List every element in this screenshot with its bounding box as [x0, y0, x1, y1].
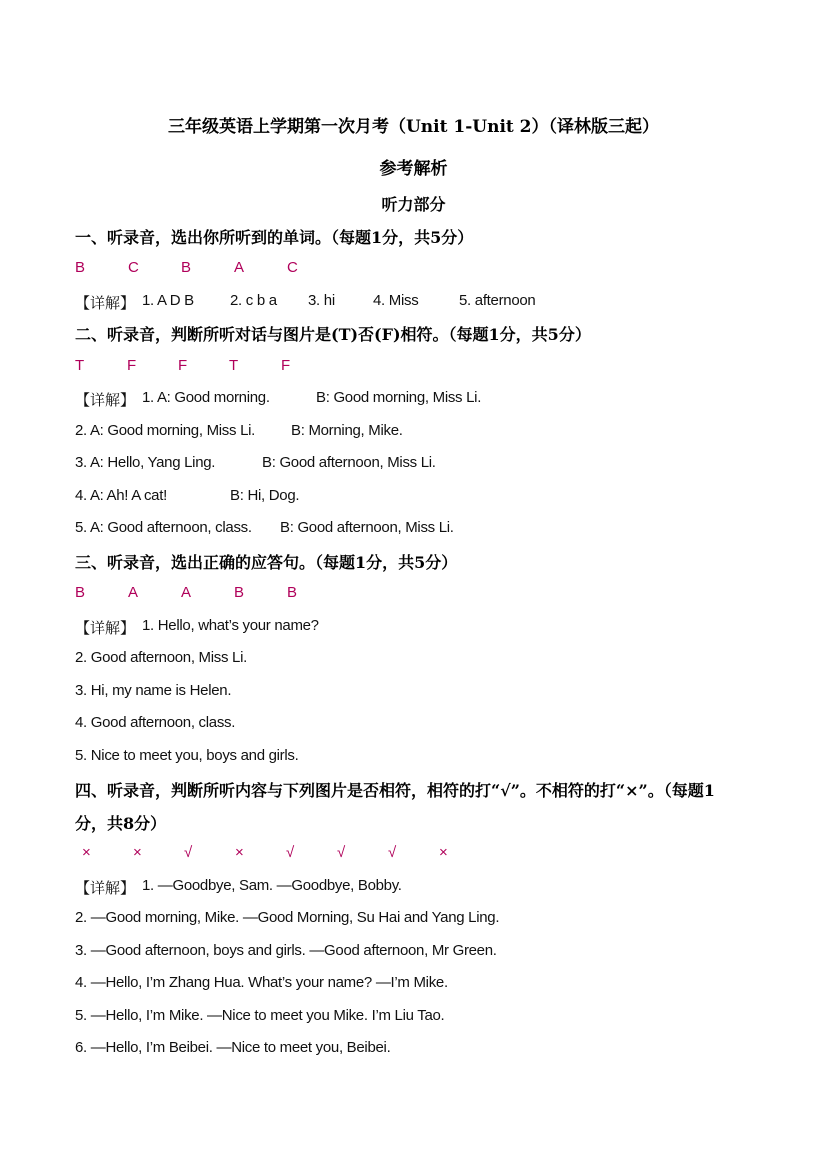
answer-item: F [178, 357, 188, 374]
section-3-line-4: 4. Good afternoon, class. [75, 714, 236, 731]
section-4-line-6: 6. —Hello, I’m Beibei. —Nice to meet you, Beibei. [75, 1039, 391, 1056]
detail-text: 1. Hello, what’s your name? [142, 617, 319, 634]
detail-text: 1. —Goodbye, Sam. —Goodbye, Bobby. [142, 877, 402, 894]
detail-text: B: Good morning, Miss Li. [316, 389, 482, 406]
detail-text: 1. A D B [142, 292, 194, 309]
section-3-line-2: 2. Good afternoon, Miss Li. [75, 649, 247, 666]
answer-item: F [127, 357, 137, 374]
detail-tag: 【详解】 [75, 391, 136, 409]
answer-item: × [235, 844, 244, 861]
section-3-heading: 三、听录音，选出正确的应答句。（每题1分，共5分） [75, 553, 458, 572]
answer-item: F [281, 357, 291, 374]
answer-item: A [234, 259, 245, 276]
detail-tag: 【详解】 [75, 619, 136, 637]
document-title: 三年级英语上学期第一次月考（Unit 1-Unit 2）（译林版三起） [167, 117, 660, 137]
answer-item: B [75, 259, 86, 276]
detail-text: 3. A: Hello, Yang Ling. [75, 454, 216, 471]
answer-item: × [82, 844, 91, 861]
section-2-line-1 [75, 389, 482, 410]
detail-text: 4. A: Ah! A cat! [75, 487, 167, 504]
answer-item: B [234, 584, 245, 601]
detail-text: 5. A: Good afternoon, class. [75, 519, 252, 536]
detail-tag: 【详解】 [75, 879, 136, 897]
detail-text: B: Good afternoon, Miss Li. [280, 519, 454, 536]
section-4-line-5: 5. —Hello, I’m Mike. —Nice to meet you Mike. I’m Liu Tao. [75, 1007, 445, 1024]
detail-text: B: Morning, Mike. [291, 422, 403, 439]
answer-item: × [133, 844, 142, 861]
answer-item: √ [337, 844, 346, 861]
detail-tag: 【详解】 [75, 294, 136, 312]
answer-item: √ [286, 844, 295, 861]
section-2-heading: 二、听录音，判断所听对话与图片是(T)否(F)相符。（每题1分，共5分） [75, 325, 591, 344]
answer-item: B [75, 584, 86, 601]
section-1-detail [75, 292, 536, 313]
section-1-heading: 一、听录音，选出你所听到的单词。（每题1分，共5分） [75, 228, 474, 247]
answer-item: B [287, 584, 298, 601]
answer-item: T [75, 357, 85, 374]
section-4-heading-cont: 分，共8分） [75, 814, 167, 833]
part-title: 听力部分 [381, 195, 446, 214]
answer-item: A [181, 584, 192, 601]
section-4-heading: 四、听录音，判断所听内容与下列图片是否相符，相符的打“√”。不相符的打“×”。（每题1 [75, 781, 715, 800]
detail-text: B: Good afternoon, Miss Li. [262, 454, 436, 471]
detail-text: 4. Miss [373, 292, 419, 309]
detail-text: 2. c b a [230, 292, 277, 309]
section-4-line-2: 2. —Good morning, Mike. —Good Morning, Su Hai and Yang Ling. [75, 909, 500, 926]
section-4-line-3: 3. —Good afternoon, boys and girls. —Good afternoon, Mr Green. [75, 942, 497, 959]
section-4-line-4: 4. —Hello, I’m Zhang Hua. What’s your name? —I’m Mike. [75, 974, 448, 991]
answer-item: × [439, 844, 448, 861]
answer-item: T [229, 357, 239, 374]
section-4-line-1 [75, 877, 402, 898]
detail-text: 1. A: Good morning. [142, 389, 270, 406]
answer-item: √ [388, 844, 397, 861]
detail-text: 2. A: Good morning, Miss Li. [75, 422, 256, 439]
answer-item: A [128, 584, 139, 601]
answer-item: B [181, 259, 192, 276]
detail-text: 3. hi [308, 292, 335, 309]
section-3-line-3: 3. Hi, my name is Helen. [75, 682, 232, 699]
detail-text: 5. afternoon [459, 292, 536, 309]
document-subtitle: 参考解析 [379, 159, 448, 179]
answer-item: C [128, 259, 139, 276]
answer-item: √ [184, 844, 193, 861]
answer-item: C [287, 259, 298, 276]
detail-text: B: Hi, Dog. [230, 487, 300, 504]
section-3-line-1 [75, 617, 319, 638]
section-3-line-5: 5. Nice to meet you, boys and girls. [75, 747, 299, 764]
